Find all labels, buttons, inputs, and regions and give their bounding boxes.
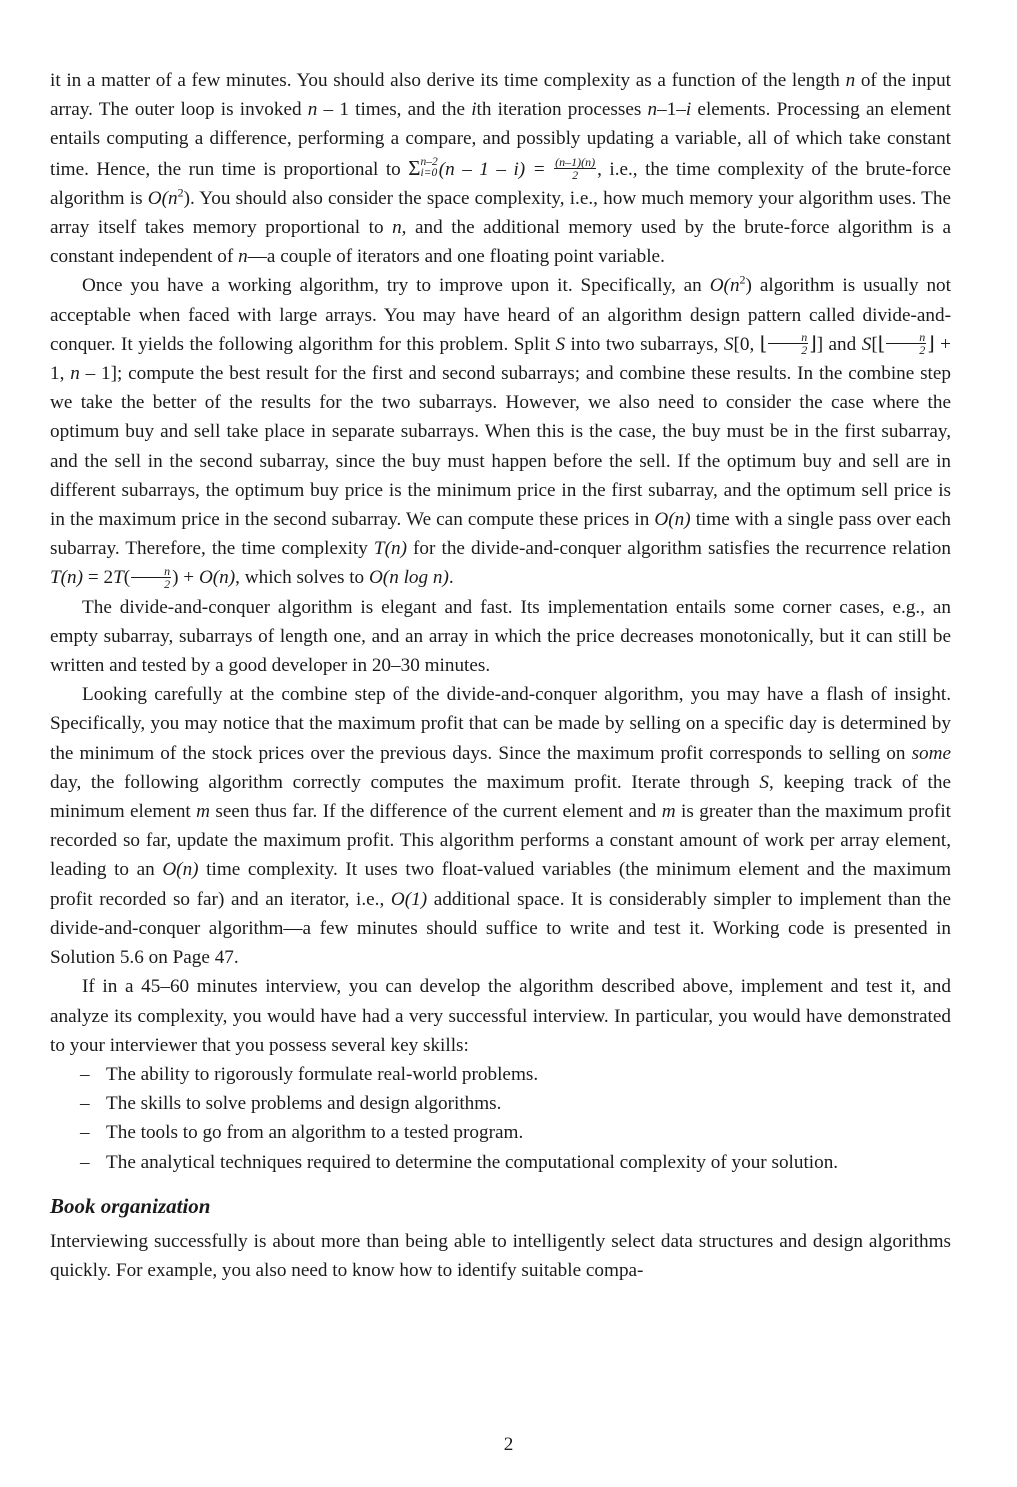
text: it in a matter of a few minutes. You should also derive its time complexity as a function of the length	[50, 70, 846, 91]
math-var: T	[113, 567, 124, 589]
fraction-numerator: n	[886, 331, 926, 344]
math-expr: O(n	[709, 275, 740, 297]
sigma-symbol: Σ	[408, 155, 421, 180]
math-expr: O(n)	[162, 859, 199, 881]
paragraph-divide-and-conquer	[50, 271, 951, 592]
section-heading: Book organization	[50, 1193, 211, 1218]
text: elements. Processing an element entails computing a difference, performing a compare, and possibly updating a variable, all of which take constant time. Hence, the run time is proportional to	[50, 99, 951, 180]
text: .	[448, 567, 454, 589]
sum-upper-limit: n–2	[420, 156, 438, 169]
text: Once you have a working algorithm, try to improve upon it. Specifically, an	[82, 275, 710, 297]
fraction	[554, 156, 596, 181]
math-expr: [0, ⌊	[733, 333, 768, 355]
math-expr: (	[123, 567, 131, 589]
math-expr: O(n)	[198, 567, 236, 589]
text: day, the following algorithm correctly computes the maximum profit. Iterate through	[50, 771, 760, 793]
math-var: n	[70, 363, 80, 385]
math-var: n	[392, 217, 402, 239]
text: , which solves to	[235, 567, 369, 589]
emphasis: some	[911, 742, 951, 764]
text: of the input array. The outer loop is invoked	[50, 70, 951, 121]
sum-body: (n – 1 – i) =	[438, 158, 554, 180]
math-var: n	[238, 246, 248, 268]
text: into two subarrays,	[565, 333, 724, 355]
fraction-numerator: (n–1)(n)	[555, 154, 596, 169]
superscript: 2	[739, 273, 746, 288]
paragraph-key-skills-intro: If in a 45–60 minutes interview, you can develop the algorithm described above, implement and test it, and analyze its complexity, you would have had a very successful interview. In particular, you would have demonstrated to your interviewer that you possess several key skills:	[50, 976, 951, 1056]
superscript: 2	[177, 185, 184, 200]
fraction-denominator: 2	[164, 576, 171, 591]
math-var: S	[723, 333, 734, 355]
fraction	[886, 331, 926, 356]
fraction-denominator: 2	[801, 342, 808, 357]
text: –1–	[657, 99, 686, 121]
summation-limits	[421, 157, 438, 179]
text: for the divide-and-conquer algorithm satisfies the recurrence relation	[406, 538, 951, 560]
fraction-numerator: n	[768, 331, 808, 344]
text: ) algorithm is usually not acceptable when faced with large arrays. You may have heard of an algorithm design pattern called divide-and-conquer. It yields the following algorithm for this problem. Split	[50, 275, 951, 355]
text: —a couple of iterators and one floating point variable.	[247, 246, 665, 268]
math-var: S	[759, 771, 769, 793]
paragraph-book-organization: Interviewing successfully is about more than being able to intelligently select data structures and design algorithms quickly. For example, you also need to know how to identify suitable compa-	[50, 1230, 951, 1281]
text: is greater than the maximum profit recorded so far, update the maximum profit. This algorithm performs a constant amount of work per array element, leading to an	[50, 801, 951, 881]
list-item: – The tools to go from an algorithm to a tested program.	[80, 1118, 951, 1147]
text: – 1 times, and the	[317, 99, 472, 121]
math-var: i	[471, 99, 477, 121]
math-expr: = 2	[83, 567, 114, 589]
list-item: – The skills to solve problems and design algorithms.	[80, 1089, 951, 1118]
skills-list	[50, 1060, 951, 1177]
paragraph-brute-force-analysis	[50, 66, 951, 271]
math-var: n	[845, 70, 856, 91]
math-var: S	[861, 333, 872, 355]
text: time complexity. It uses two float-valued variables (the minimum element and the maximum profit recorded so far) and an iterator, i.e.,	[50, 859, 951, 910]
text: ). You should also consider the space complexity, i.e., how much memory your algorithm uses. The array itself takes memory proportional to	[50, 187, 951, 239]
fraction-denominator: 2	[572, 167, 579, 182]
text: time with a single pass over each subarray. Therefore, the time complexity	[50, 509, 951, 560]
text: ⌋] and	[809, 333, 862, 355]
math-var: i	[685, 99, 692, 121]
math-expr: [⌊	[871, 333, 886, 355]
fraction-numerator: n	[131, 565, 171, 578]
text: seen thus far. If the difference of the current element and	[210, 801, 662, 823]
text: additional space. It is considerably simpler to implement than the divide-and-conquer algorithm—a few minutes should suffice to write and test it. Working code is presented in Solution 5.6 on Page 47.	[50, 888, 951, 969]
math-var: n	[647, 99, 658, 121]
math-var: m	[196, 801, 211, 823]
math-expr: ) +	[172, 567, 199, 589]
math-var: m	[661, 801, 676, 823]
text: , keeping track of the minimum element	[50, 771, 952, 823]
math-expr: ⌋ + 1,	[50, 333, 951, 385]
math-expr: O(n)	[654, 509, 691, 531]
fraction	[131, 565, 171, 590]
sum-lower-limit: i=0	[420, 167, 438, 180]
page-number: 2	[503, 1434, 514, 1455]
summation-formula	[408, 154, 597, 182]
fraction	[768, 331, 808, 356]
math-expr: O(n	[147, 187, 178, 209]
math-var: n	[307, 99, 318, 121]
math-expr: O(1)	[390, 888, 428, 910]
page-body	[50, 66, 951, 1285]
paragraph-elegant-and-fast: The divide-and-conquer algorithm is elegant and fast. Its implementation entails some corner cases, e.g., an empty subarray, subarrays of length one, and an array in which the price decreases monotonically, but it can still be written and tested by a good developer in 20–30 minutes.	[50, 596, 951, 677]
paragraph-linear-algorithm	[50, 680, 951, 972]
list-item: – The ability to rigorously formulate real-world problems.	[80, 1060, 951, 1089]
text: Looking carefully at the combine step of the divide-and-conquer algorithm, you may have a flash of insight. Specifically, you may notice that the maximum profit that can be made by selling on a specific day is determined by the minimum of the stock prices over the previous days. Since the maximum profit corresponds to selling on	[50, 684, 951, 764]
text: , and the additional memory used by the brute-force algorithm is a constant independent of	[50, 217, 951, 268]
math-expr: T(n)	[50, 567, 84, 589]
fraction-denominator: 2	[919, 342, 926, 357]
math-var: S	[555, 333, 566, 355]
math-expr: T(n)	[373, 538, 407, 560]
text: th iteration processes	[476, 99, 648, 121]
list-item: – The analytical techniques required to determine the computational complexity of your solution.	[80, 1148, 951, 1177]
text: – 1]; compute the best result for the first and second subarrays; and combine these results. In the combine step we take the better of the results for the two subarrays. However, we also need to consider the case where the optimum buy and sell take place in separate subarrays. When this is the case, the buy must be in the first subarray, and the sell in the second subarray, since the buy must happen before the sell. If the optimum buy and sell are in different subarrays, the optimum buy price is the minimum price in the first subarray, and the optimum sell price is in the maximum price in the second subarray. We can compute these prices in	[50, 363, 951, 531]
math-expr: O(n log n)	[368, 567, 449, 589]
text: , i.e., the time complexity of the brute-force algorithm is	[50, 158, 952, 209]
